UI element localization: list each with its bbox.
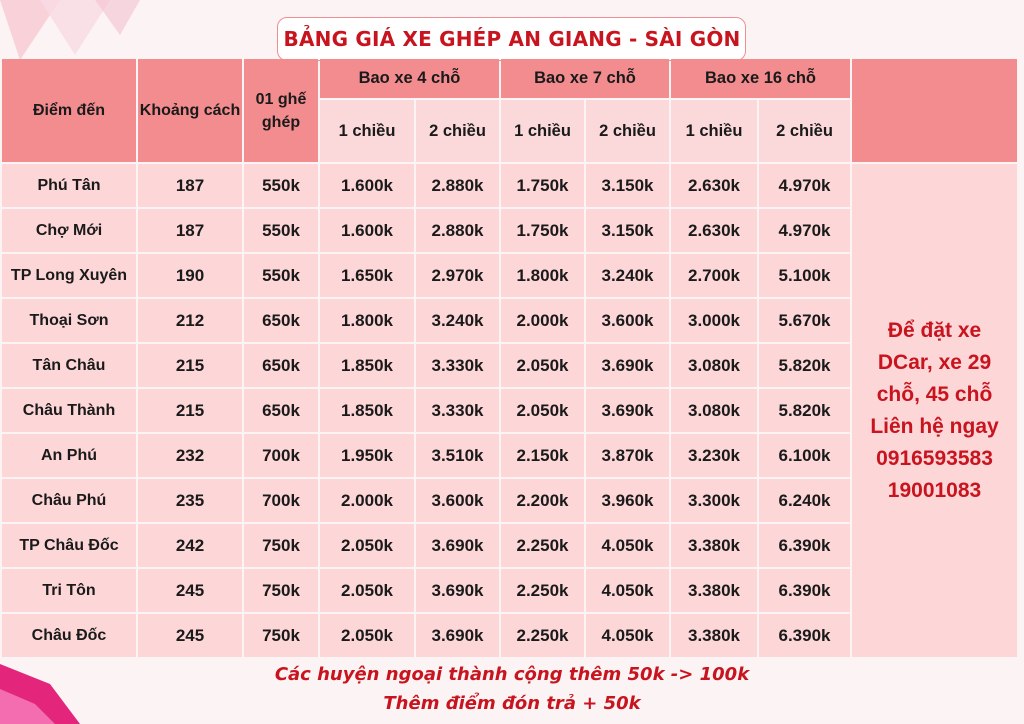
cell-dest: Châu Phú: [2, 479, 136, 522]
cell-c4-1: 1.850k: [320, 344, 414, 387]
contact-line2: DCar, xe 29: [877, 350, 992, 374]
cell-c16-2: 6.240k: [759, 479, 850, 522]
table-row: [2, 164, 1017, 207]
cell-c7-1: 2.250k: [501, 614, 584, 657]
cell-c4-1: 1.600k: [320, 209, 414, 252]
cell-c7-2: 3.150k: [586, 164, 669, 207]
cell-c7-1: 2.150k: [501, 434, 584, 477]
cell-dest: Chợ Mới: [2, 209, 136, 252]
header-shared-seat: 01 ghế ghép: [244, 59, 318, 162]
cell-c7-2: 4.050k: [586, 524, 669, 567]
cell-c7-1: 2.050k: [501, 344, 584, 387]
cell-c4-1: 1.600k: [320, 164, 414, 207]
cell-c4-1: 1.800k: [320, 299, 414, 342]
cell-c4-2: 3.690k: [416, 524, 499, 567]
cell-seat: 550k: [244, 254, 318, 297]
header-distance: Khoảng cách: [138, 59, 242, 162]
cell-c4-1: 2.000k: [320, 479, 414, 522]
cell-dest: An Phú: [2, 434, 136, 477]
cell-c7-2: 3.690k: [586, 344, 669, 387]
contact-line4: Liên hệ ngay: [870, 414, 999, 438]
cell-seat: 550k: [244, 164, 318, 207]
cell-c7-1: 1.800k: [501, 254, 584, 297]
cell-c16-2: 4.970k: [759, 209, 850, 252]
cell-seat: 650k: [244, 299, 318, 342]
cell-c4-2: 3.510k: [416, 434, 499, 477]
cell-c16-1: 3.380k: [671, 524, 757, 567]
cell-c16-1: 3.300k: [671, 479, 757, 522]
cell-c7-1: 2.250k: [501, 569, 584, 612]
cell-dest: Phú Tân: [2, 164, 136, 207]
cell-c16-2: 5.820k: [759, 389, 850, 432]
header-round-trip: 2 chiều: [759, 100, 850, 162]
cell-c16-2: 5.670k: [759, 299, 850, 342]
contact-line1: Để đặt xe: [887, 318, 982, 342]
cell-c7-2: 4.050k: [586, 569, 669, 612]
cell-seat: 700k: [244, 479, 318, 522]
cell-c4-1: 1.850k: [320, 389, 414, 432]
cell-dist: 242: [138, 524, 242, 567]
contact-line5: 0916593583: [876, 446, 993, 470]
cell-dest: Tri Tôn: [2, 569, 136, 612]
cell-c7-2: 3.240k: [586, 254, 669, 297]
cell-dest: Thoại Sơn: [2, 299, 136, 342]
header-one-way: 1 chiều: [320, 100, 414, 162]
cell-c16-1: 3.380k: [671, 569, 757, 612]
cell-dest: TP Châu Đốc: [2, 524, 136, 567]
cell-c4-2: 3.600k: [416, 479, 499, 522]
cell-c7-2: 3.690k: [586, 389, 669, 432]
cell-c4-2: 2.880k: [416, 209, 499, 252]
cell-dest: Châu Đốc: [2, 614, 136, 657]
cell-c7-2: 3.150k: [586, 209, 669, 252]
cell-dist: 235: [138, 479, 242, 522]
cell-c7-1: 1.750k: [501, 209, 584, 252]
contact-line6: 19001083: [887, 478, 982, 502]
cell-dest: TP Long Xuyên: [2, 254, 136, 297]
cell-c16-1: 3.080k: [671, 344, 757, 387]
cell-c4-2: 3.690k: [416, 614, 499, 657]
header-car-4: Bao xe 4 chỗ: [320, 59, 499, 98]
contact-info: [852, 164, 1017, 657]
cell-seat: 650k: [244, 389, 318, 432]
cell-c7-2: 3.870k: [586, 434, 669, 477]
cell-c16-2: 6.390k: [759, 569, 850, 612]
cell-seat: 650k: [244, 344, 318, 387]
cell-c4-2: 3.330k: [416, 389, 499, 432]
header-round-trip: 2 chiều: [416, 100, 499, 162]
cell-c7-1: 2.250k: [501, 524, 584, 567]
cell-c16-2: 6.390k: [759, 524, 850, 567]
cell-c4-2: 2.970k: [416, 254, 499, 297]
cell-c4-1: 1.950k: [320, 434, 414, 477]
cell-c16-1: 2.700k: [671, 254, 757, 297]
cell-dest: Tân Châu: [2, 344, 136, 387]
cell-c16-2: 5.820k: [759, 344, 850, 387]
cell-c7-1: 2.000k: [501, 299, 584, 342]
cell-c4-1: 2.050k: [320, 569, 414, 612]
cell-seat: 750k: [244, 524, 318, 567]
cell-dist: 215: [138, 389, 242, 432]
cell-c7-1: 1.750k: [501, 164, 584, 207]
cell-seat: 750k: [244, 614, 318, 657]
header-destination: Điểm đến: [2, 59, 136, 162]
cell-c4-1: 2.050k: [320, 524, 414, 567]
cell-seat: 550k: [244, 209, 318, 252]
header-one-way: 1 chiều: [501, 100, 584, 162]
cell-c7-2: 3.960k: [586, 479, 669, 522]
cell-c4-2: 3.330k: [416, 344, 499, 387]
cell-c4-2: 3.240k: [416, 299, 499, 342]
header-car-16: Bao xe 16 chỗ: [671, 59, 850, 98]
header-car-7: Bao xe 7 chỗ: [501, 59, 669, 98]
cell-c7-2: 3.600k: [586, 299, 669, 342]
footer-note-extra-stop: Thêm điểm đón trả + 50k: [383, 693, 641, 714]
cell-dist: 245: [138, 614, 242, 657]
cell-dist: 232: [138, 434, 242, 477]
cell-c16-2: 5.100k: [759, 254, 850, 297]
price-table: [0, 57, 1019, 659]
cell-c16-1: 2.630k: [671, 209, 757, 252]
cell-c4-1: 1.650k: [320, 254, 414, 297]
cell-seat: 750k: [244, 569, 318, 612]
cell-c4-2: 3.690k: [416, 569, 499, 612]
cell-dest: Châu Thành: [2, 389, 136, 432]
cell-dist: 187: [138, 209, 242, 252]
cell-c16-1: 3.380k: [671, 614, 757, 657]
cell-c7-2: 4.050k: [586, 614, 669, 657]
cell-c4-2: 2.880k: [416, 164, 499, 207]
cell-c16-2: 6.390k: [759, 614, 850, 657]
footer-note-suburbs: Các huyện ngoại thành cộng thêm 50k -> 100k: [274, 664, 750, 685]
cell-c16-2: 4.970k: [759, 164, 850, 207]
cell-c7-1: 2.050k: [501, 389, 584, 432]
page-title: BẢNG GIÁ XE GHÉP AN GIANG - SÀI GÒN: [283, 27, 741, 51]
cell-dist: 212: [138, 299, 242, 342]
cell-c16-1: 2.630k: [671, 164, 757, 207]
cell-c16-2: 6.100k: [759, 434, 850, 477]
contact-line3: chỗ, 45 chỗ: [876, 382, 993, 406]
header-blank: [852, 59, 1017, 162]
header-one-way: 1 chiều: [671, 100, 757, 162]
cell-c7-1: 2.200k: [501, 479, 584, 522]
header-round-trip: 2 chiều: [586, 100, 669, 162]
cell-c16-1: 3.000k: [671, 299, 757, 342]
cell-c16-1: 3.230k: [671, 434, 757, 477]
cell-c16-1: 3.080k: [671, 389, 757, 432]
cell-seat: 700k: [244, 434, 318, 477]
cell-dist: 187: [138, 164, 242, 207]
cell-dist: 215: [138, 344, 242, 387]
cell-dist: 190: [138, 254, 242, 297]
cell-c4-1: 2.050k: [320, 614, 414, 657]
cell-dist: 245: [138, 569, 242, 612]
